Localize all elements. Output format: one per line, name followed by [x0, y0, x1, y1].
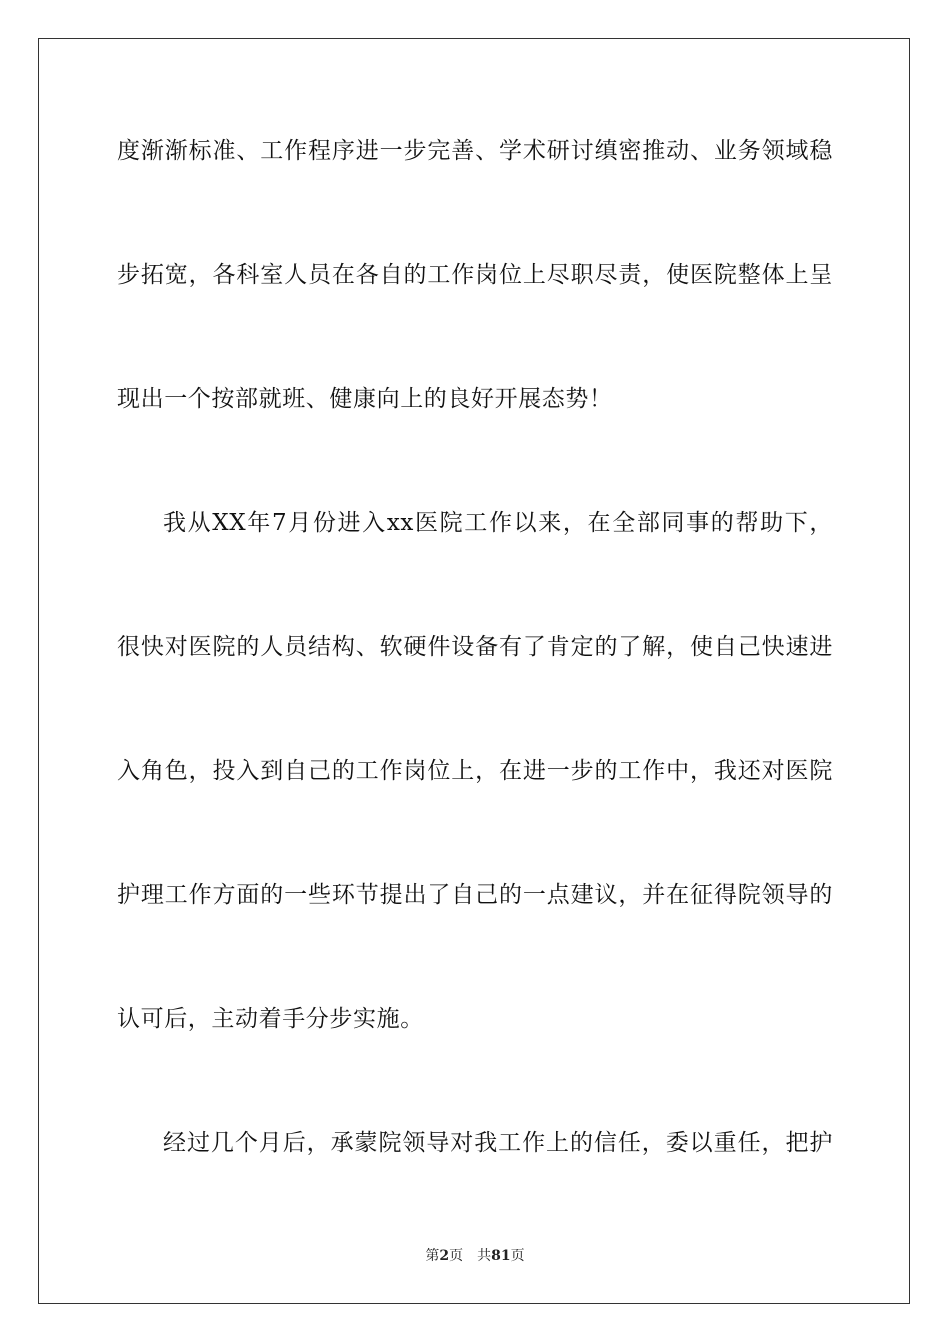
- paragraph-2-line-4: 护理工作方面的一些环节提出了自己的一点建议，并在征得院领导的: [117, 882, 833, 908]
- paragraph-2-line-2: 很快对医院的人员结构、软硬件设备有了肯定的了解，使自己快速进: [117, 634, 833, 660]
- page-number: 2: [439, 1248, 450, 1264]
- body-text-line-3: 现出一个按部就班、健康向上的良好开展态势！: [117, 386, 613, 412]
- page-prefix: 第: [425, 1248, 440, 1264]
- paragraph-3-line-1: 经过几个月后，承蒙院领导对我工作上的信任，委以重任，把护: [163, 1130, 833, 1156]
- paragraph-2-line-3: 入角色，投入到自己的工作岗位上，在进一步的工作中，我还对医院: [117, 758, 833, 784]
- page-suffix: 页: [449, 1248, 464, 1264]
- page-border: [38, 38, 910, 1304]
- total-suffix: 页: [510, 1248, 525, 1264]
- page-footer: [0, 1247, 950, 1265]
- total-prefix: 共: [477, 1248, 492, 1264]
- paragraph-2-line-1: 我从XX年7月份进入xx医院工作以来，在全部同事的帮助下，: [163, 510, 833, 536]
- total-pages: 81: [491, 1248, 511, 1264]
- body-text-line-1: 度渐渐标准、工作程序进一步完善、学术研讨缜密推动、业务领域稳: [117, 138, 833, 164]
- body-text-line-2: 步拓宽，各科室人员在各自的工作岗位上尽职尽责，使医院整体上呈: [117, 262, 833, 288]
- paragraph-2-line-5: 认可后，主动着手分步实施。: [117, 1006, 424, 1032]
